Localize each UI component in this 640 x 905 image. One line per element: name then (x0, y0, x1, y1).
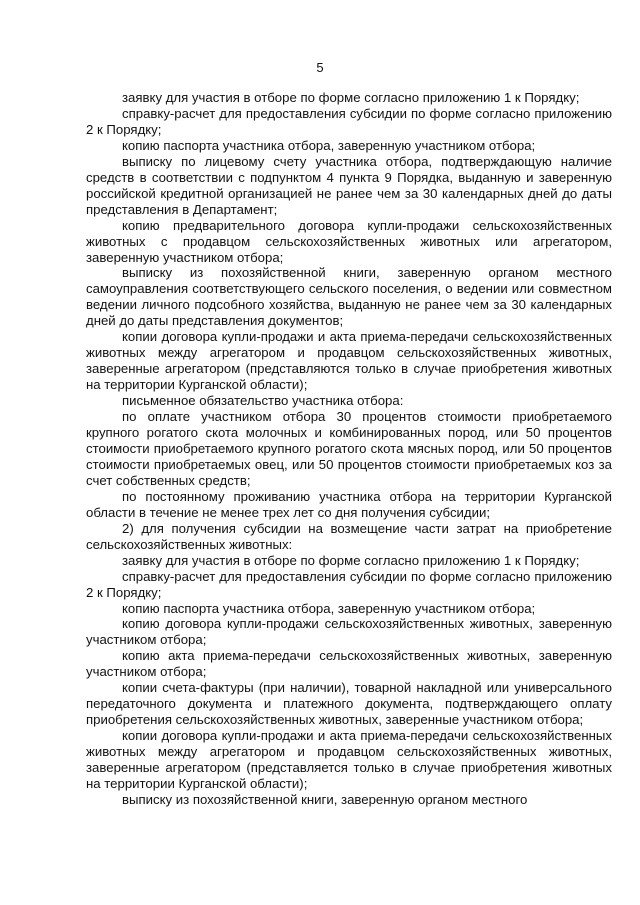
paragraph: копии счета-фактуры (при наличии), товарной накладной или универсального передаточного документа и платежного документа, подтверждающего оплату приобретения сельскохозяйственных животных, заверенные участником отбора; (86, 680, 612, 728)
paragraph: заявку для участия в отборе по форме согласно приложению 1 к Порядку; (122, 552, 580, 568)
paragraph: копию акта приема-передачи сельскохозяйственных животных, заверенную участником отбора; (86, 648, 612, 680)
paragraph: 2) для получения субсидии на возмещение части затрат на приобретение сельскохозяйственных животных: (86, 520, 612, 552)
document-body (86, 90, 612, 808)
paragraph: справку-расчет для предоставления субсидии по форме согласно приложению 2 к Порядку; (86, 568, 612, 600)
paragraph: выписку из похозяйственной книги, заверенную органом местного самоуправления соответствующего сельского поселения, о ведении или совместном ведении личного подсобного хозяйства, выданную не ранее чем за 30 календарных дней до даты представления документов; (86, 265, 612, 329)
paragraph: выписку по лицевому счету участника отбора, подтверждающую наличие средств в соответствии с подпунктом 4 пункта 9 Порядка, выданную и заверенную российской кредитной организацией не ранее чем за 30 календарных дней до даты представления в Департамент; (86, 153, 612, 217)
paragraph: письменное обязательство участника отбора: (122, 393, 404, 409)
paragraph: выписку из похозяйственной книги, заверенную органом местного (122, 791, 528, 807)
paragraph: копию предварительного договора купли-продажи сельскохозяйственных животных с продавцом сельскохозяйственных животных или агрегатором, заверенную участником отбора; (86, 217, 612, 265)
page-number: 5 (316, 60, 324, 75)
paragraph: заявку для участия в отборе по форме согласно приложению 1 к Порядку; (122, 90, 580, 105)
paragraph: по оплате участником отбора 30 процентов стоимости приобретаемого крупного рогатого скота молочных и комбинированных пород, или 50 процентов стоимости приобретаемого крупного рогатого скота мясных пород, или 50 процентов стоимости приобретаемых овец, или 50 процентов стоимости приобретаемых коз за счет собственных средств; (86, 409, 612, 488)
paragraph: копии договора купли-продажи и акта приема-передачи сельскохозяйственных животных между агрегатором и продавцом сельскохозяйственных животных, заверенные агрегатором (представляются только в случае приобретения животных на территории Курганской области); (86, 329, 612, 393)
paragraph: по постоянному проживанию участника отбора на территории Курганской области в течение не менее трех лет со дня получения субсидии; (86, 488, 612, 520)
paragraph: копии договора купли-продажи и акта приема-передачи сельскохозяйственных животных между агрегатором и продавцом сельскохозяйственных животных, заверенные агрегатором (представляется только в случае приобретения животных на территории Курганской области); (86, 728, 612, 791)
paragraph: справку-расчет для предоставления субсидии по форме согласно приложению 2 к Порядку; (86, 105, 612, 137)
paragraph: копию договора купли-продажи сельскохозяйственных животных, заверенную участником отбора; (86, 616, 612, 648)
paragraph: копию паспорта участника отбора, заверенную участником отбора; (122, 137, 536, 153)
paragraph: копию паспорта участника отбора, заверенную участником отбора; (122, 600, 536, 616)
